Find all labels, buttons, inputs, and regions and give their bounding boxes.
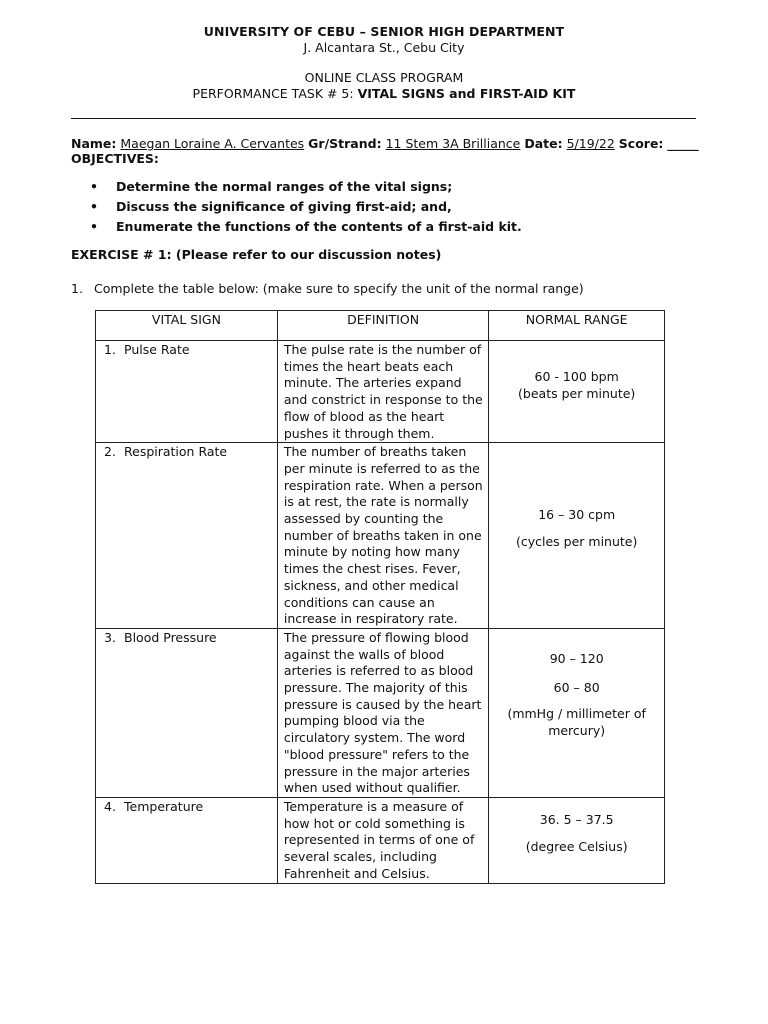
bullet-icon: • [90, 179, 98, 194]
vital-sign-cell [96, 443, 278, 629]
definition-cell [277, 341, 489, 443]
definition-line: The pressure of flowing blood [283, 629, 469, 645]
definition-line: The number of breaths taken [283, 444, 467, 460]
score-blank: _____ [667, 136, 699, 151]
definition-line: Fahrenheit and Celsius. [283, 865, 430, 881]
range-line: 60 – 80 [553, 679, 600, 695]
definition-line: flow of blood as the heart [283, 408, 445, 424]
range-line: (degree Celsius) [525, 838, 628, 854]
table-row [96, 443, 665, 629]
date-label: Date: [524, 136, 563, 151]
definition-line: how hot or cold something is [283, 815, 465, 831]
task-name: VITAL SIGNS and FIRST-AID KIT [357, 86, 576, 101]
definition-line: several scales, including [283, 849, 437, 865]
definition-line: pressure. The majority of this [283, 680, 468, 696]
table-row [96, 341, 665, 443]
objective-item [90, 219, 522, 239]
definition-line: is at rest, the rate is normally [283, 494, 469, 510]
definition-line: arteries is referred to as blood [283, 663, 474, 679]
row-number: 4. [104, 798, 116, 814]
definition-line: per minute is referred to as the [283, 460, 480, 476]
bullet-icon: • [90, 219, 98, 234]
definition-line: assessed by counting the [283, 511, 444, 527]
normal-range-cell [489, 443, 665, 629]
definition-line: The pulse rate is the number of [283, 342, 482, 357]
objective-text: Determine the normal ranges of the vital signs; [116, 179, 453, 194]
range-line: (cycles per minute) [515, 533, 638, 549]
range-line: 16 – 30 cpm [538, 507, 616, 523]
definition-cell [277, 443, 489, 629]
header-definition: DEFINITION [277, 311, 489, 341]
task-title [0, 86, 768, 102]
definition-line: sickness, and other medical [283, 577, 459, 593]
table-header-row [96, 311, 665, 341]
objective-item [90, 179, 522, 199]
question-number: 1. [71, 281, 83, 296]
vital-sign-cell [96, 628, 278, 797]
objectives-list [90, 179, 522, 239]
definition-line: minute. The arteries expand [283, 375, 462, 391]
definition-line: minute by noting how many [283, 544, 460, 560]
university-title: UNIVERSITY OF CEBU – SENIOR HIGH DEPARTMENT [203, 24, 565, 39]
table-row [96, 797, 665, 883]
definition-line: and constrict in response to the [283, 392, 483, 408]
submission-date: 5/19/22 [566, 136, 615, 151]
name-label: Name: [71, 136, 117, 151]
range-line: (beats per minute) [518, 385, 636, 401]
program-title: ONLINE CLASS PROGRAM [304, 70, 464, 85]
question-1 [71, 281, 584, 297]
definition-line: respiration rate. When a person [283, 477, 483, 493]
student-strand: 11 Stem 3A Brilliance [385, 136, 521, 151]
question-text: Complete the table below: (make sure to specify the unit of the normal range) [94, 281, 584, 296]
strand-label: Gr/Strand: [308, 136, 382, 151]
student-name: Maegan Loraine A. Cervantes [120, 136, 305, 151]
definition-line: "blood pressure" refers to the [283, 746, 470, 762]
university-address: J. Alcantara St., Cebu City [303, 40, 465, 55]
row-number: 3. [104, 629, 116, 645]
definition-line: pumping blood via the [283, 713, 425, 729]
range-line: mercury) [548, 723, 606, 739]
vital-signs-table [95, 310, 665, 884]
exercise-title-text: EXERCISE # 1: (Please refer to our discussion notes) [71, 247, 442, 262]
header-normal-range: NORMAL RANGE [489, 311, 665, 341]
definition-line: times the heart beats each [283, 358, 454, 374]
header-divider [71, 118, 696, 119]
definition-line: Temperature is a measure of [283, 798, 464, 814]
definition-line: when used without qualifier. [283, 780, 461, 796]
definition-line: times the chest rises. Fever, [283, 561, 461, 577]
definition-line: pushes it through them. [283, 425, 435, 441]
objective-text: Enumerate the functions of the contents of a first-aid kit. [116, 219, 522, 234]
definition-line: number of breaths taken in one [283, 527, 482, 543]
row-number: 1. [104, 342, 116, 357]
definition-line: represented in terms of one of [283, 832, 475, 848]
range-line: 90 – 120 [549, 650, 604, 666]
task-prefix: PERFORMANCE TASK # 5: [192, 86, 358, 101]
definition-cell [277, 628, 489, 797]
normal-range-cell [489, 628, 665, 797]
definition-cell [277, 797, 489, 883]
bullet-icon: • [90, 199, 98, 214]
vital-sign-name: Temperature [124, 798, 204, 814]
definition-line: increase in respiratory rate. [283, 611, 458, 627]
vital-sign-cell [96, 341, 278, 443]
student-info-line [71, 136, 711, 152]
normal-range-cell [489, 341, 665, 443]
objective-text: Discuss the significance of giving first-aid; and, [116, 199, 452, 214]
definition-line: against the walls of blood [283, 646, 445, 662]
table-row [96, 628, 665, 797]
definition-line: pressure in the major arteries [283, 763, 470, 779]
range-line: 36. 5 – 37.5 [539, 811, 614, 827]
definition-line: conditions can cause an [283, 594, 435, 610]
range-line: (mmHg / millimeter of [507, 706, 646, 722]
vital-sign-name: Blood Pressure [124, 629, 217, 645]
objective-item [90, 199, 522, 219]
range-line: 60 - 100 bpm [534, 369, 619, 384]
objectives-heading: OBJECTIVES: [71, 151, 159, 166]
normal-range-cell [489, 797, 665, 883]
header-vital-sign: VITAL SIGN [96, 311, 278, 341]
definition-line: pressure is caused by the heart [283, 696, 482, 712]
row-number: 2. [104, 444, 116, 460]
score-label: Score: [618, 136, 664, 151]
vital-sign-name: Pulse Rate [124, 342, 190, 357]
vital-sign-cell [96, 797, 278, 883]
definition-line: circulatory system. The word [283, 730, 466, 746]
vital-sign-name: Respiration Rate [124, 444, 228, 460]
exercise-title [71, 247, 441, 263]
